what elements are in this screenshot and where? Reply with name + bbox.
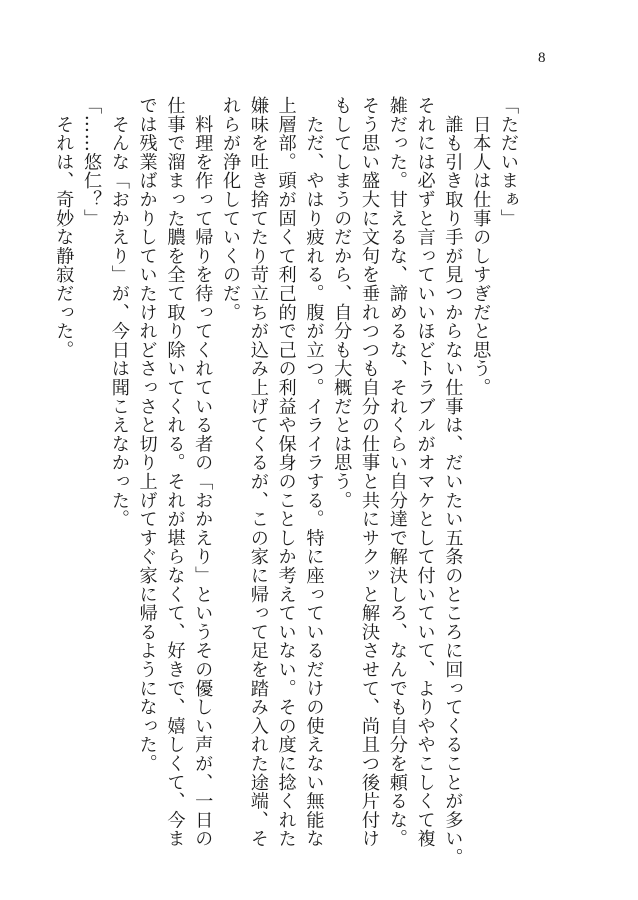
text-line: 雑だった。甘えるな、諦めるな、それくらい自分達で解決しろ、なんでも自分を頼るな。 <box>386 96 408 848</box>
novel-text-block <box>49 96 522 867</box>
text-line: 料理を作って帰りを待ってくれている者の「おかえり」というその優しい声が、一日の <box>192 96 214 848</box>
text-line: もしてしまうのだから、自分も大概だとは思う。 <box>331 96 353 510</box>
text-line: 嫌味を吐き捨てたり苛立ちが込み上げてくるが、この家に帰って足を踏み入れた途端、そ <box>247 96 269 848</box>
text-line: では残業ばかりしていたけれどさっさと切り上げてすぐ家に帰るようになった。 <box>136 96 158 773</box>
text-line: 日本人は仕事のしすぎだと思う。 <box>470 96 492 397</box>
text-line: 誰も引き取り手が見つからない仕事は、だいたい五条のところに回ってくることが多い。 <box>442 96 464 867</box>
text-line: それには必ずと言っていいほどトラブルがオマケとして付いていて、よりややこしくて複 <box>414 96 436 848</box>
text-line: 「ただいまぁ」 <box>498 96 519 228</box>
text-line: 「……悠仁？」 <box>81 96 103 228</box>
text-line: そんな「おかえり」が、今日は聞こえなかった。 <box>108 96 130 529</box>
text-line: れらが浄化していくのだ。 <box>220 96 242 322</box>
text-line: ただ、やはり疲れる。腹が立つ。イライラする。特に座っているだけの使えない無能な <box>303 96 325 848</box>
text-line: 上層部。頭が固くて利己的で己の利益や保身のことしか考えていない。その度に捻くれた <box>275 96 297 848</box>
text-line: 仕事で溜まった膿を全て取り除いてくれる。それが堪らなくて、好きで、嬉しくて、今ま <box>164 96 186 848</box>
text-line: それは、奇妙な静寂だった。 <box>53 96 75 360</box>
text-line: そう思い盛大に文句を垂れつつも自分の仕事と共にサクッと解決させて、尚且つ後片付け <box>359 96 381 848</box>
page-number: 8 <box>538 50 546 66</box>
